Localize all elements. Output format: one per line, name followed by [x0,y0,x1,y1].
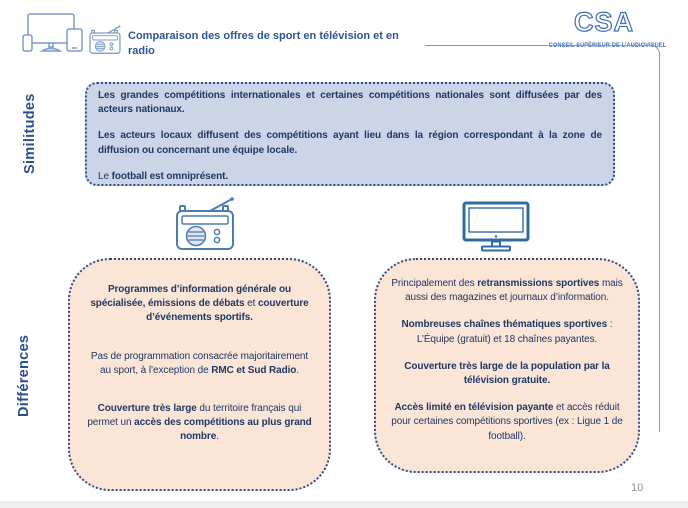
tv-paragraph-4: Accès limité en télévision payante et accès réduit pour certaines compétitions sportives (ex : Ligue 1 de football). [391,402,623,442]
tv-differences-box [374,258,640,473]
csa-logo [544,7,667,49]
radio-icon [170,196,240,254]
similitudes-box [85,82,615,186]
multi-device-icon [22,10,84,56]
tv-paragraph-1: Principalement des retransmissions sportives mais aussi des magazines et journaux d’information. [391,278,623,304]
tv-icon [461,200,531,252]
radio-paragraph-2: Pas de programmation consacrée majoritairement au sport, à l’exception de RMC et Sud Radio. [90,350,309,376]
radio-icon [86,25,124,56]
similitudes-paragraph-2: Les acteurs locaux diffusent des compétitions ayant lieu dans la région correspondant à la zone de diffusion ou concernant une équipe locale. [98,130,602,156]
similitudes-paragraph-1: Les grandes compétitions internationales et certaines compétitions nationales sont diffusées par des acteurs nationaux. [98,90,602,116]
csa-logo-tagline: CONSEIL SUPÉRIEUR DE L’AUDIOVISUEL [548,43,667,49]
page-number: 10 [631,482,644,494]
differences-section-label: Différences [16,334,32,418]
radio-paragraph-1: Programmes d’information générale ou spécialisée, émissions de débats et couverture d’événements sportifs. [90,284,309,324]
similitudes-section-label: Similitudes [22,93,38,175]
csa-logo-mark [544,7,664,37]
radio-paragraph-3: Couverture très large du territoire français qui permet un accès des compétitions au plus grand nombre. [87,402,312,443]
page-title: Comparaison des offres de sport en télévision et en radio [128,30,399,57]
tv-paragraph-2: Nombreuses chaînes thématiques sportives : L’Équipe (gratuit) et 18 chaînes payantes. [401,319,613,345]
radio-differences-box [68,258,331,491]
similitudes-paragraph-3: Le football est omniprésent. [98,170,229,182]
tv-paragraph-3: Couverture très large de la population par la télévision gratuite. [404,360,610,386]
bottom-edge-strip [0,501,688,508]
csa-logo-text: CSA [573,7,635,37]
